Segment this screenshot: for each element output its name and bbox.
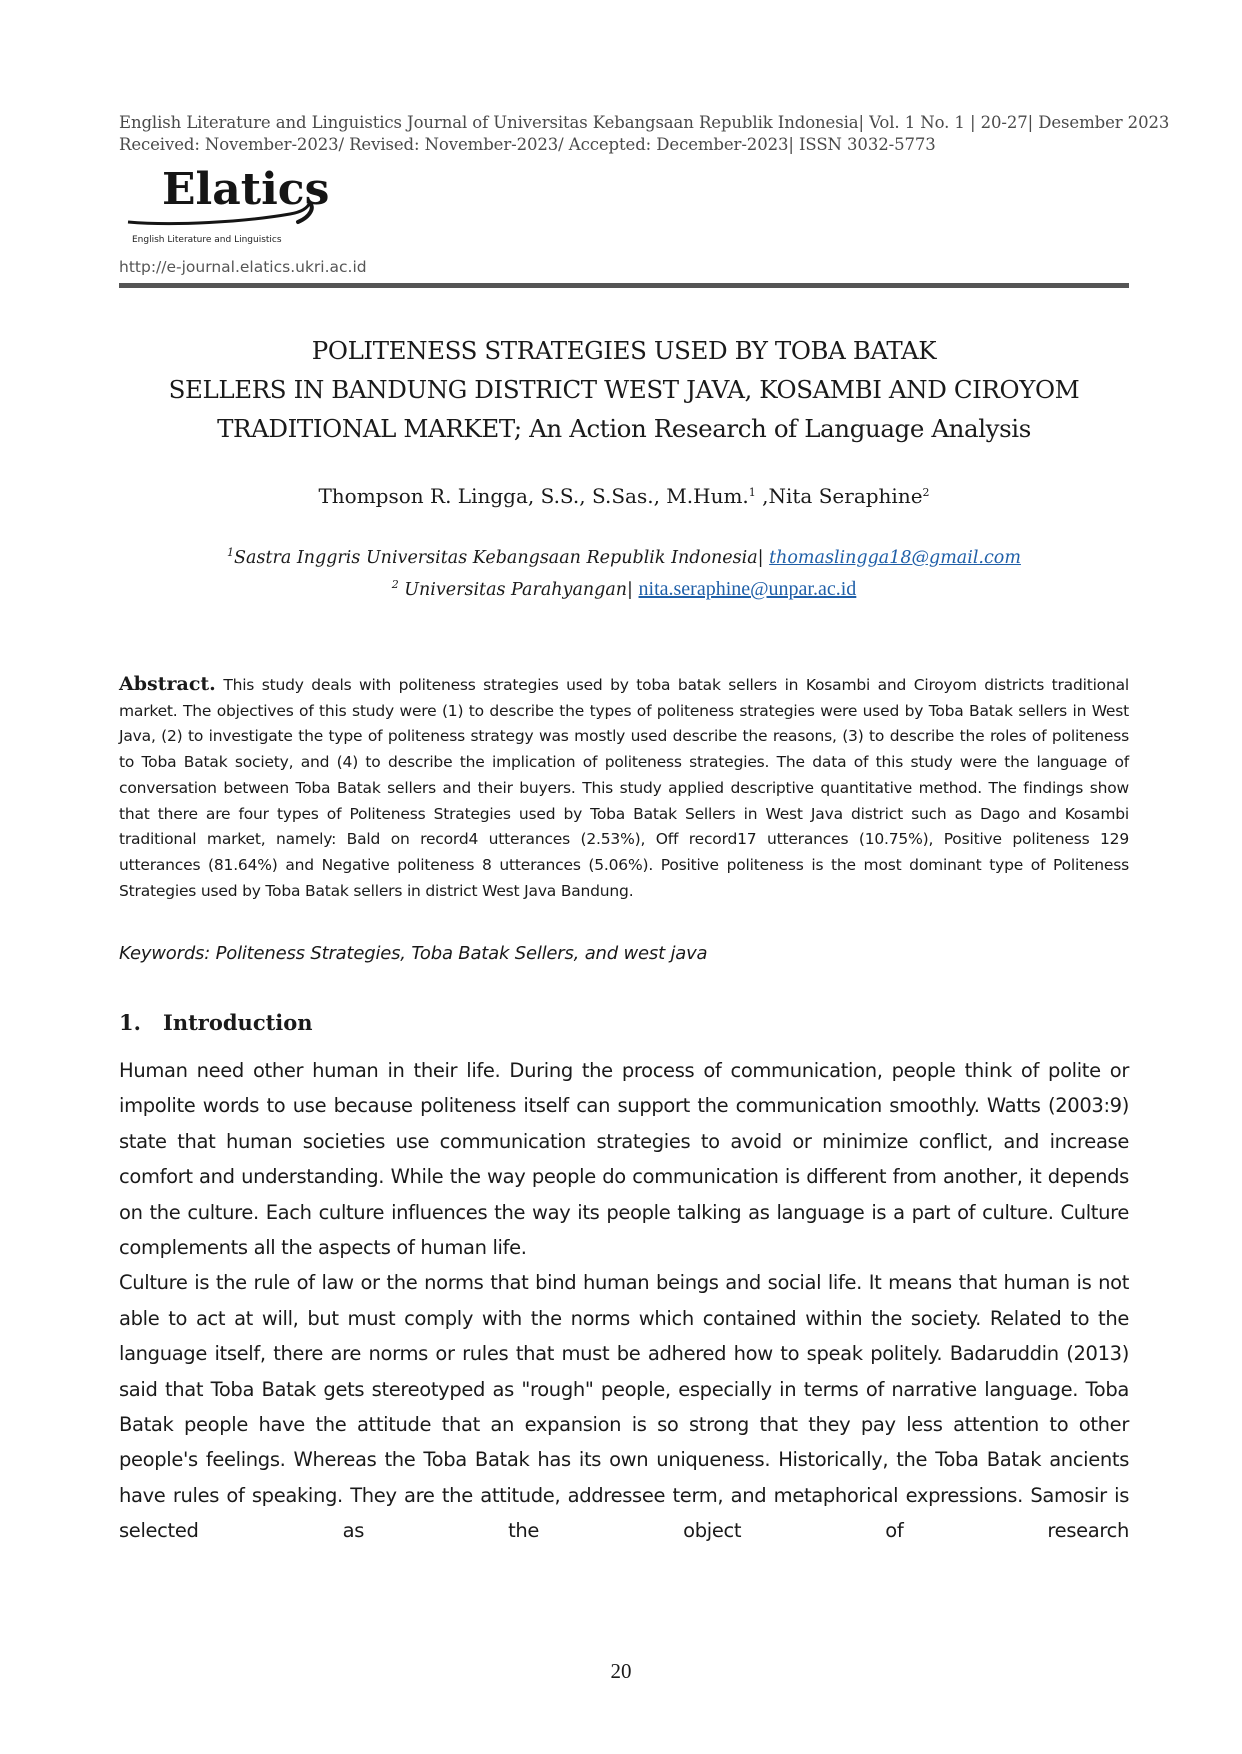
affiliation-text: Universitas Parahyangan|	[398, 580, 639, 600]
section-heading	[119, 1010, 313, 1035]
affiliation-marker: 2	[922, 486, 930, 499]
title-line: SELLERS IN BANDUNG DISTRICT WEST JAVA, KOSAMBI AND CIROYOM	[168, 375, 1080, 404]
author-name: Thompson R. Lingga, S.S., S.Sas., M.Hum.	[318, 484, 749, 508]
affiliation-1	[119, 546, 1129, 568]
section-number: 1.	[119, 1010, 141, 1035]
author-name: Nita Seraphine	[768, 484, 923, 508]
affiliation-text: Sastra Inggris Universitas Kebangsaan Republik Indonesia|	[234, 548, 770, 568]
abstract-label: Abstract.	[119, 673, 216, 695]
title-line: POLITENESS STRATEGIES USED BY TOBA BATAK	[311, 336, 937, 365]
page-number: 20	[610, 1659, 632, 1683]
author-line	[119, 484, 1129, 508]
logo-wordmark: Elatics	[162, 164, 330, 215]
paper-title	[119, 331, 1129, 448]
submission-dates-line: Received: November-2023/ Revised: November-2023/ Accepted: December-2023| ISSN 3032-5773	[119, 135, 936, 154]
body-text	[119, 1053, 1129, 1549]
logo-subtitle: English Literature and Linguistics	[132, 235, 282, 245]
paragraph: Human need other human in their life. During the process of communication, people think of polite or impolite words to use because politeness itself can support the communication smoothly. Watts (2003:9) state that human societies use communication strategies to avoid or minimize conflict, and increase comfort and understanding. While the way people do communication is different from another, it depends on the culture. Each culture influences the way its people talking as language is a part of culture. Culture complements all the aspects of human life.	[119, 1059, 1129, 1260]
author-email-link[interactable]: thomaslingga18@gmail.com	[769, 548, 1021, 568]
affiliation-marker: 1	[748, 486, 756, 499]
elatics-logo	[124, 162, 350, 250]
journal-info-line: English Literature and Linguistics Journal of Universitas Kebangsaan Republik Indonesia| Vol. 1 No. 1 | 20-27| Desember 2023	[119, 113, 1170, 132]
header-divider	[119, 283, 1129, 288]
journal-url[interactable]: http://e-journal.elatics.ukri.ac.id	[119, 258, 367, 276]
title-line: TRADITIONAL MARKET; An Action Research of Language Analysis	[217, 414, 1031, 443]
abstract-text: This study deals with politeness strategies used by toba batak sellers in Kosambi and Ciroyom districts traditional market. The objectives of this study were (1) to describe the types of politeness strategies were used by Toba Batak sellers in West Java, (2) to investigate the type of politeness strategy was mostly used describe the reasons, (3) to describe the roles of politeness to Toba Batak society, and (4) to describe the implication of politeness strategies. The data of this study were the language of conversation between Toba Batak sellers and their buyers. This study applied descriptive quantitative method. The findings show that there are four types of Politeness Strategies used by Toba Batak Sellers in West Java district such as Dago and Kosambi traditional market, namely: Bald on record4 utterances (2.53%), Off record17 utterances (10.75%), Positive politeness 129 utterances (81.64%) and Negative politeness 8 utterances (5.06%). Positive politeness is the most dominant type of Politeness Strategies used by Toba Batak sellers in district West Java Bandung.	[119, 676, 1129, 900]
affiliation-marker: 1	[227, 546, 235, 559]
paragraph: Culture is the rule of law or the norms that bind human beings and social life. It means that human is not able to act at will, but must comply with the norms which contained within the society. Related to the language itself, there are norms or rules that must be adhered how to speak politely. Badaruddin (2013) said that Toba Batak gets stereotyped as "rough" people, especially in terms of narrative language. Toba Batak people have the attitude that an expansion is so strong that they pay less attention to other people's feelings. Whereas the Toba Batak has its own uniqueness. Historically, the Toba Batak ancients have rules of speaking. They are the attitude, addressee term, and metaphorical expressions. Samosir is selected as the object of research	[119, 1271, 1129, 1543]
affiliation-marker: 2	[391, 578, 399, 591]
section-title: Introduction	[163, 1010, 313, 1035]
author-separator: ,	[755, 484, 769, 508]
author-email-link[interactable]: nita.seraphine@unpar.ac.id	[638, 578, 857, 600]
affiliation-2	[119, 578, 1129, 601]
abstract	[119, 672, 1129, 904]
keywords: Keywords: Politeness Strategies, Toba Batak Sellers, and west java	[119, 943, 708, 964]
journal-header	[119, 112, 1170, 156]
